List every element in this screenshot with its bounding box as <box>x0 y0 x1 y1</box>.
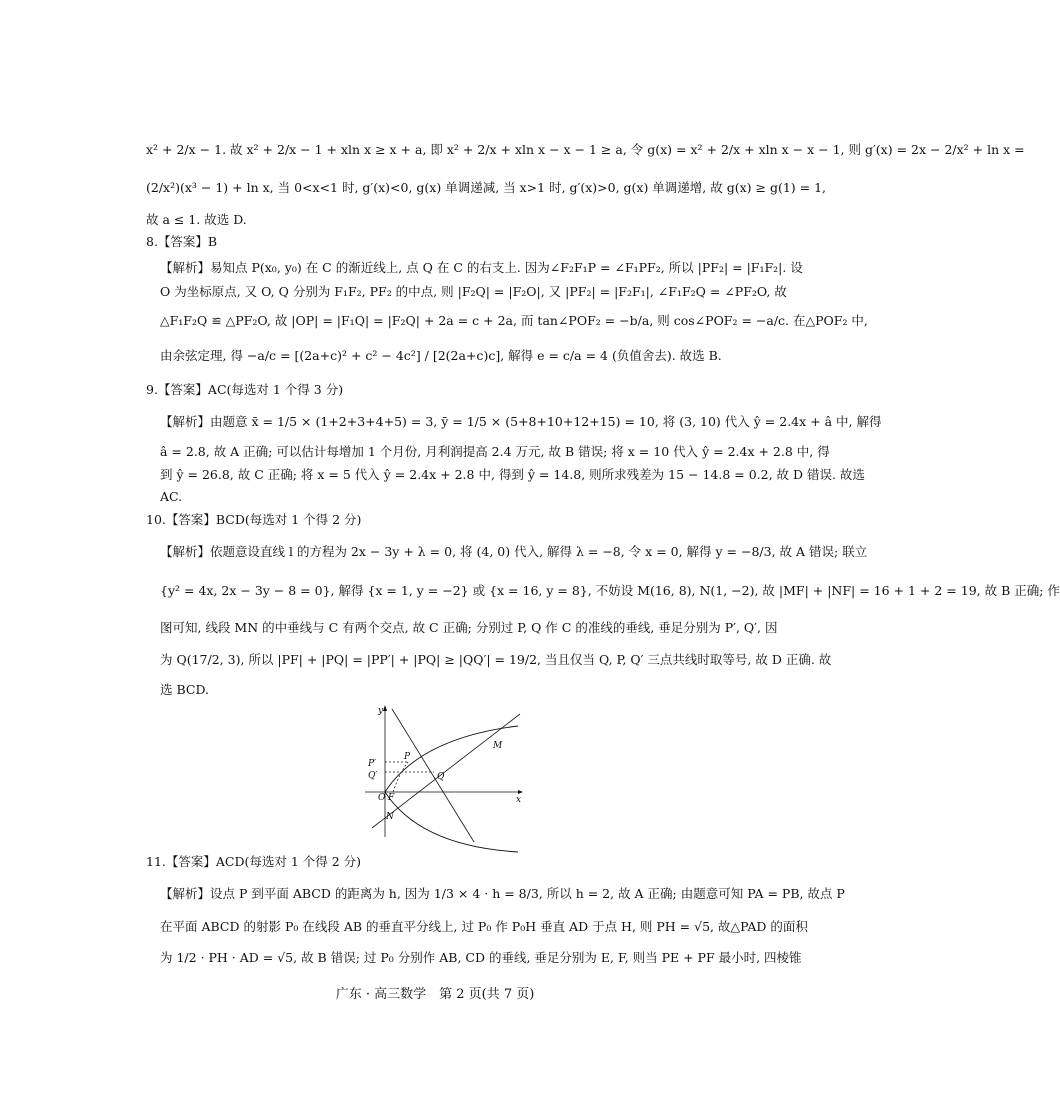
label-q: Q <box>437 772 445 782</box>
q9-line-4: AC. <box>160 489 183 504</box>
q11-line-3: 为 1/2 · PH · AD = √5, 故 B 错误; 过 P₀ 分别作 AB, CD 的垂线, 垂足分别为 E, F, 则当 PE + PF 最小时, 四棱锥 <box>160 950 802 965</box>
q9-line-3: 到 ŷ = 26.8, 故 C 正确; 将 x = 5 代入 ŷ = 2.4x + 2.8 中, 得到 ŷ = 14.8, 则所求残差为 15 − 14.8 = 0.2, 故 D 错误. 故选 <box>160 467 865 482</box>
label-n: N <box>386 812 394 822</box>
q8-line-4: 由余弦定理, 得 −a/c = [(2a+c)² + c² − 4c²] / [2(2a+c)c], 解得 e = c/a = 4 (负值舍去). 故选 B. <box>160 348 722 363</box>
label-o: O <box>378 793 386 803</box>
q10-header: 10.【答案】BCD(每选对 1 个得 2 分) <box>146 512 362 527</box>
label-f: F <box>388 793 395 803</box>
label-p-prime: P′ <box>368 759 377 769</box>
label-x: x <box>516 795 522 805</box>
q9-header: 9.【答案】AC(每选对 1 个得 3 分) <box>146 382 344 397</box>
x-axis-arrow <box>518 790 523 794</box>
q10-line-3: 图可知, 线段 MN 的中垂线与 C 有两个交点, 故 C 正确; 分别过 P, Q 作 C 的准线的垂线, 垂足分别为 P′, Q′, 因 <box>160 620 778 635</box>
q9-line-2: â = 2.8, 故 A 正确; 可以估计每增加 1 个月份, 月利润提高 2.4 万元, 故 B 错误; 将 x = 10 代入 ŷ = 2.4x + 2.8 中, 得 <box>160 444 830 459</box>
q8-line-3: △F₁F₂Q ≌ △PF₂O, 故 |OP| = |F₁Q| = |F₂Q| + 2a = c + 2a, 而 tan∠POF₂ = −b/a, 则 cos∠POF₂ = −a/c. 在△POF₂ 中, <box>160 313 868 328</box>
q7-line-1: x² + 2/x − 1. 故 x² + 2/x − 1 + xln x ≥ x + a, 即 x² + 2/x + xln x − x − 1 ≥ a, 令 g(x) = x² + 2/x + xln x − x − 1, 则 g′(x) = 2x − 2/x² + ln x = <box>146 142 1025 157</box>
q10-line-5: 选 BCD. <box>160 682 210 697</box>
label-q-prime: Q′ <box>368 771 378 781</box>
q8-header: 8.【答案】B <box>146 234 218 249</box>
line-pq <box>392 709 474 842</box>
segment-pf <box>393 762 408 792</box>
page-footer: 广东 · 高三数学 第 2 页(共 7 页) <box>335 987 535 1002</box>
line-mn <box>372 714 520 828</box>
q8-line-1: 【解析】易知点 P(x₀, y₀) 在 C 的渐近线上, 点 Q 在 C 的右支上. 因为∠F₂F₁P = ∠F₁PF₂, 所以 |PF₂| = |F₁F₂|. 设 <box>160 260 803 275</box>
q11-header: 11.【答案】ACD(每选对 1 个得 2 分) <box>146 854 362 869</box>
q10-line-1: 【解析】依题意设直线 l 的方程为 2x − 3y + λ = 0, 将 (4, 0) 代入, 解得 λ = −8, 令 x = 0, 解得 y = −8/3, 故 A 错误; 联立 <box>160 544 868 559</box>
q11-line-2: 在平面 ABCD 的射影 P₀ 在线段 AB 的垂直平分线上, 过 P₀ 作 P₀H 垂直 AD 于点 H, 则 PH = √5, 故△PAD 的面积 <box>160 919 808 934</box>
parabola-figure <box>360 702 530 842</box>
q7-line-2: (2/x²)(x³ − 1) + ln x, 当 0<x<1 时, g′(x)<0, g(x) 单调递减, 当 x>1 时, g′(x)>0, g(x) 单调递增, 故 g(x) ≥ g(1) = 1, <box>146 180 827 195</box>
label-y: y <box>378 706 384 716</box>
q7-line-3: 故 a ≤ 1. 故选 D. <box>146 212 247 227</box>
q10-line-2: {y² = 4x, 2x − 3y − 8 = 0}, 解得 {x = 1, y = −2} 或 {x = 16, y = 8}, 不妨设 M(16, 8), N(1, −2), 故 |MF| + |NF| = 16 + 1 + 2 = 19, 故 B 正确; 作 <box>160 583 1060 598</box>
y-axis-arrow <box>383 705 387 711</box>
q11-line-1: 【解析】设点 P 到平面 ABCD 的距离为 h, 因为 1/3 × 4 · h = 8/3, 所以 h = 2, 故 A 正确; 由题意可知 PA = PB, 故点 P <box>160 886 845 901</box>
label-p: P <box>404 752 411 762</box>
q8-line-2: O 为坐标原点, 又 O, Q 分别为 F₁F₂, PF₂ 的中点, 则 |F₂Q| = |F₂O|, 又 |PF₂| = |F₂F₁|, ∠F₁F₂Q = ∠PF₂O, 故 <box>160 284 787 299</box>
q9-line-1: 【解析】由题意 x̄ = 1/5 × (1+2+3+4+5) = 3, ȳ = 1/5 × (5+8+10+12+15) = 10, 将 (3, 10) 代入 ŷ = 2.4x + â 中, 解得 <box>160 414 882 429</box>
label-m: M <box>493 741 503 751</box>
q10-line-4: 为 Q(17/2, 3), 所以 |PF| + |PQ| = |PP′| + |PQ| ≥ |QQ′| = 19/2, 当且仅当 Q, P, Q′ 三点共线时取等号, 故 D 正确. 故 <box>160 652 832 667</box>
